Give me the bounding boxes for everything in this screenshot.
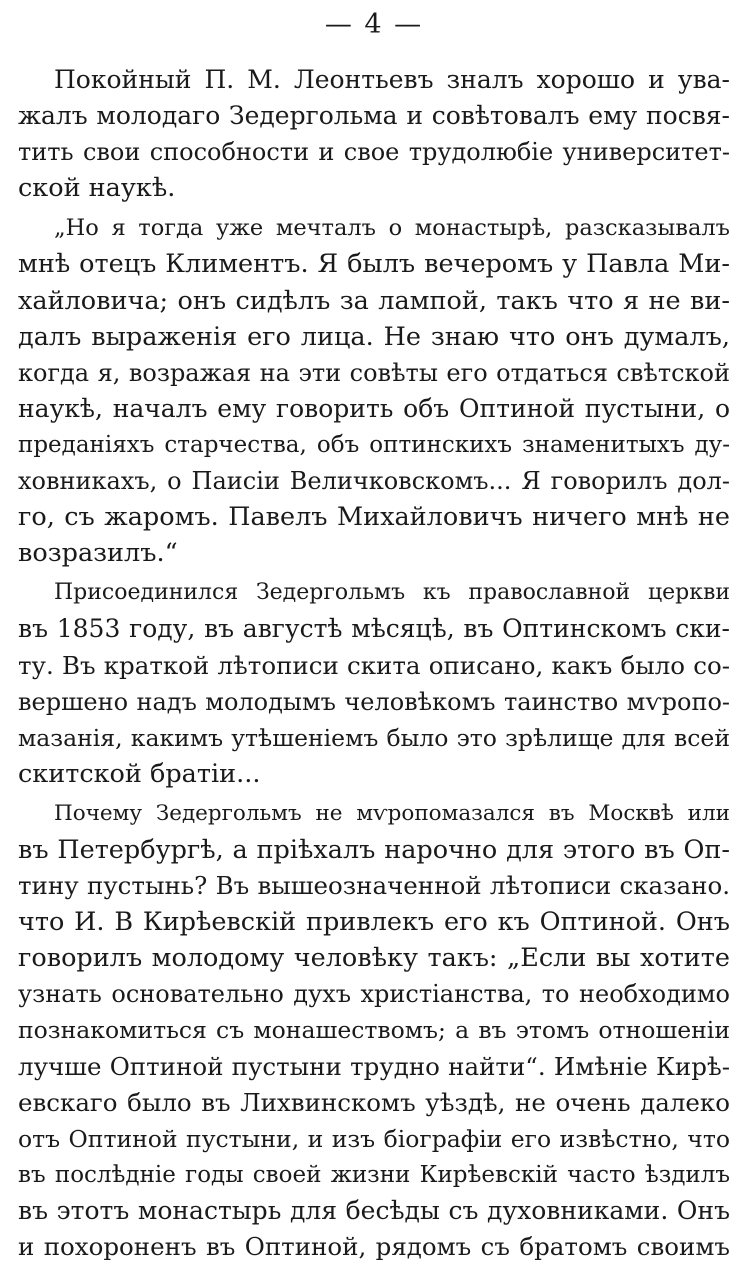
paragraph-1 (18, 62, 730, 206)
text-line: въ 1853 году, въ августѣ мѣсяцѣ, въ Оптинскомъ ски- (18, 614, 730, 644)
text-line: далъ выраженія его лица. Не знаю что онъ думалъ, (18, 321, 730, 352)
text-line: въ этотъ монастырь для бесѣды съ духовниками. Онъ (18, 1195, 730, 1225)
text-line: тить свои способности и свое трудолюбіе университет- (18, 138, 730, 167)
text-line: въ послѣдніе годы своей жизни Кирѣевскій часто ѣздилъ (18, 1161, 730, 1188)
text-line: и похороненъ въ Оптиной, рядомъ съ братомъ своимъ (18, 1232, 730, 1261)
text-line: евскаго было въ Лихвинскомъ уѣздѣ, не очень далеко (18, 1087, 730, 1117)
text-line: ской наукѣ. (18, 173, 176, 204)
text-line: возразилъ.“ (18, 538, 178, 569)
text-line: го, съ жаромъ. Павелъ Михайловичъ ничего мнѣ не (18, 502, 730, 533)
text-line: ховникахъ, о Паисіи Величковскомъ... Я говорилъ дол- (18, 467, 730, 496)
paragraph-3 (18, 575, 730, 792)
text-line: Почему Зедергольмъ не мѵропомазался въ Москвѣ или (54, 800, 730, 826)
text-line: мнѣ отецъ Климентъ. Я былъ вечеромъ у Павла Ми- (18, 249, 730, 280)
text-line: хайловича; онъ сидѣлъ за лампой, такъ что я не ви- (18, 285, 730, 316)
text-line: когда я, возражая на эти совѣты его отдаться свѣтской (18, 358, 730, 387)
text-line: лучше Оптиной пустыни трудно найти“. Имѣніе Кирѣ- (18, 1051, 730, 1081)
text-line: ту. Въ краткой лѣтописи скита описано, какъ было со- (18, 650, 730, 680)
text-line: говорилъ молодому человѣку такъ: „Если вы хотите (18, 943, 730, 974)
text-line: Присоединился Зедергольмъ къ православной церкви (54, 580, 730, 606)
text-line: жалъ молодаго Зедергольма и совѣтовалъ ему посвя- (18, 101, 730, 131)
page-number: — 4 — (324, 9, 424, 40)
text-line: Покойный П. М. Леонтьевъ зналъ хорошо и ува- (54, 65, 730, 94)
text-line: скитской братіи... (18, 758, 261, 789)
paragraph-2 (18, 210, 730, 571)
text-line: мазанія, какимъ утѣшеніемъ было это зрѣлище для всей (18, 723, 730, 752)
text-line: вершено надъ молодымъ человѣкомъ таинство мѵропо- (18, 687, 730, 716)
text-line: узнать основательно духъ христіанства, то необходимо (18, 980, 730, 1009)
text-line: въ Петербургѣ, а пріѣхалъ нарочно для этого въ Оп- (18, 834, 730, 865)
text-line: наукѣ, началъ ему говорить объ Оптиной пустыни, о (18, 393, 730, 423)
paragraph-4 (18, 796, 730, 1265)
text-line: тину пустынь? Въ вышеозначенной лѣтописи сказано. (18, 871, 730, 901)
text-line: что И. В Кирѣевскій привлекъ его къ Оптиной. Онъ (18, 907, 730, 938)
text-line: „Но я тогда уже мечталъ о монастырѣ, разсказывалъ (54, 215, 730, 242)
text-line: познакомиться съ монашествомъ; а въ этомъ отношеніи (18, 1016, 730, 1045)
text-body (18, 62, 730, 1265)
text-line: преданіяхъ старчества, объ оптинскихъ знаменитыхъ ду- (18, 431, 730, 458)
text-line: отъ Оптиной пустыни, и изъ біографіи его извѣстно, что (18, 1124, 730, 1153)
